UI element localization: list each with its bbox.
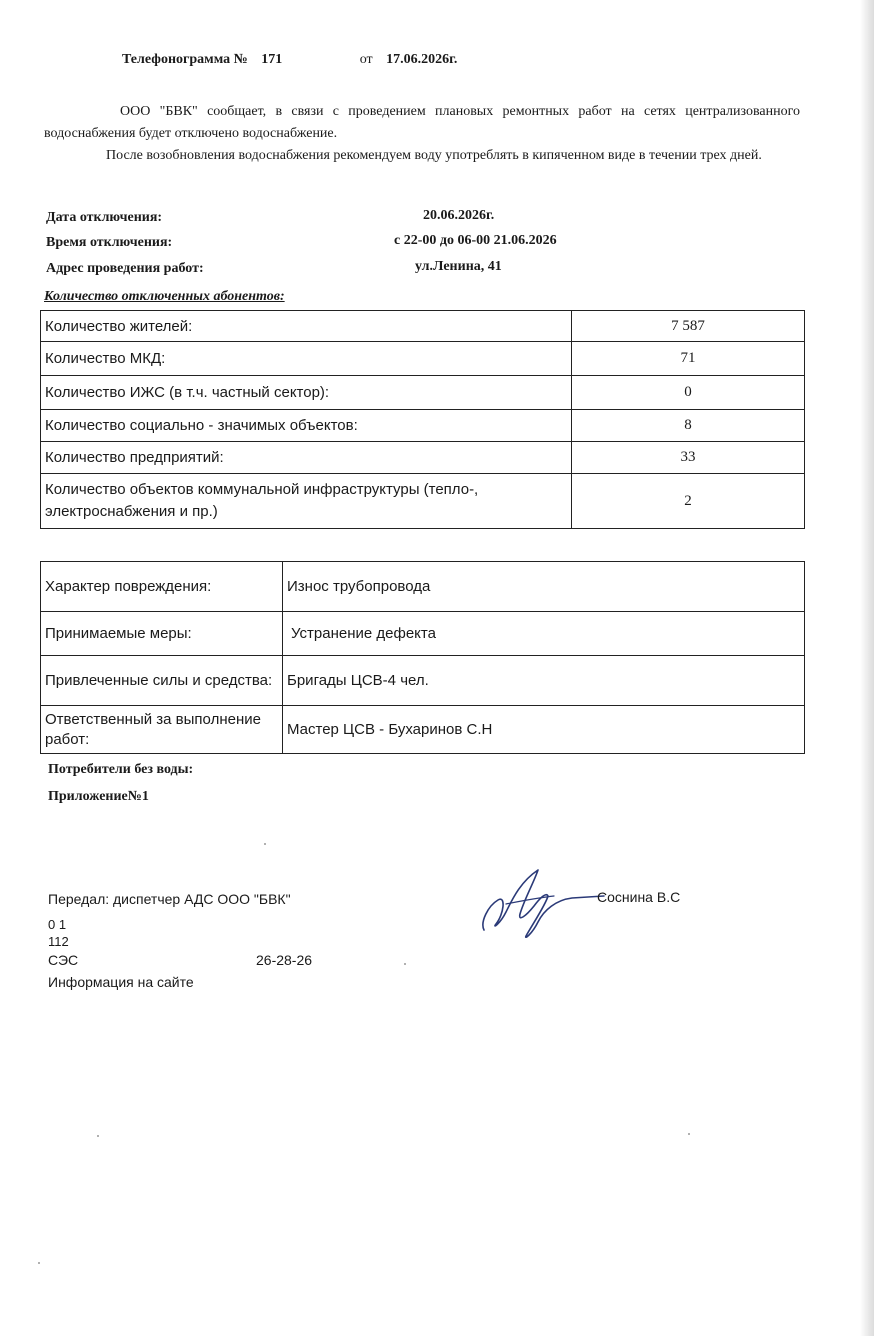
- row-label: Характер повреждения:: [41, 562, 283, 612]
- document-header: [122, 52, 457, 68]
- site-info-label: Информация на сайте: [48, 974, 194, 990]
- shutoff-time-label: Время отключения:: [46, 235, 173, 250]
- ses-phone: 26-28-26: [256, 952, 313, 968]
- row-label: Количество социально - значимых объектов:: [41, 410, 572, 442]
- table-row: [41, 376, 805, 410]
- code-line-2: 112: [48, 934, 69, 949]
- table-row: [41, 612, 805, 656]
- row-label: Ответственный за выполнение работ:: [41, 706, 283, 754]
- row-value: 2: [572, 474, 805, 529]
- notice-paragraph: ООО "БВК" сообщает, в связи с проведением плановых ремонтных работ на сетях централизованного водоснабжения будет отключено водоснабжение.: [44, 104, 800, 141]
- row-label: Количество МКД:: [41, 342, 572, 376]
- row-value: 71: [572, 342, 805, 376]
- recommendation-paragraph: После возобновления водоснабжения рекомендуем воду употреблять в кипяченном виде в течении трех дней.: [106, 148, 762, 163]
- row-value: 33: [572, 442, 805, 474]
- scan-speck: [97, 1135, 99, 1137]
- row-label: Количество объектов коммунальной инфраструктуры (тепло-, электроснабжения и пр.): [41, 474, 572, 529]
- table-row: [41, 706, 805, 754]
- document-date: 17.06.2026г.: [386, 52, 458, 67]
- date-prefix: от: [359, 52, 373, 67]
- table-row: [41, 656, 805, 706]
- table-row: [41, 562, 805, 612]
- page-edge-shadow: [860, 0, 874, 1336]
- document-number: 171: [261, 52, 283, 67]
- damage-table: [40, 561, 805, 754]
- scan-speck: [38, 1262, 40, 1264]
- work-address-value: ул.Ленина, 41: [415, 259, 502, 274]
- row-value: Бригады ЦСВ-4 чел.: [283, 656, 805, 706]
- subscribers-table: [40, 310, 805, 529]
- row-value: 8: [572, 410, 805, 442]
- work-address-label: Адрес проведения работ:: [46, 261, 204, 276]
- ses-label: СЭС: [48, 952, 79, 968]
- document-title: Телефонограмма №: [122, 52, 248, 67]
- subscribers-heading: Количество отключенных абонентов:: [44, 289, 285, 304]
- appendix-label: Приложение№1: [48, 789, 149, 804]
- row-label: Количество ИЖС (в т.ч. частный сектор):: [41, 376, 572, 410]
- row-value: Мастер ЦСВ - Бухаринов С.Н: [283, 706, 805, 754]
- table-row: [41, 311, 805, 342]
- table-row: [41, 342, 805, 376]
- shutoff-date-label: Дата отключения:: [46, 210, 163, 225]
- row-value: Устранение дефекта: [283, 612, 805, 656]
- sender-line: Передал: диспетчер АДС ООО "БВК": [48, 891, 291, 907]
- row-value: Износ трубопровода: [283, 562, 805, 612]
- shutoff-date-value: 20.06.2026г.: [423, 208, 495, 223]
- row-label: Принимаемые меры:: [41, 612, 283, 656]
- row-value: 0: [572, 376, 805, 410]
- row-label: Количество жителей:: [41, 311, 572, 342]
- scan-speck: [404, 963, 406, 965]
- table-row: [41, 410, 805, 442]
- signer-name: Соснина В.С: [597, 889, 681, 905]
- scan-speck: [688, 1133, 690, 1135]
- row-label: Привлеченные силы и средства:: [41, 656, 283, 706]
- scan-speck: [264, 843, 266, 845]
- handwritten-signature: [476, 862, 606, 942]
- row-label: Количество предприятий:: [41, 442, 572, 474]
- table-row: [41, 474, 805, 529]
- consumers-without-water-label: Потребители без воды:: [48, 762, 194, 777]
- code-line-1: 0 1: [48, 917, 67, 932]
- table-row: [41, 442, 805, 474]
- shutoff-time-value: с 22-00 до 06-00 21.06.2026: [394, 233, 557, 248]
- row-value: 7 587: [572, 311, 805, 342]
